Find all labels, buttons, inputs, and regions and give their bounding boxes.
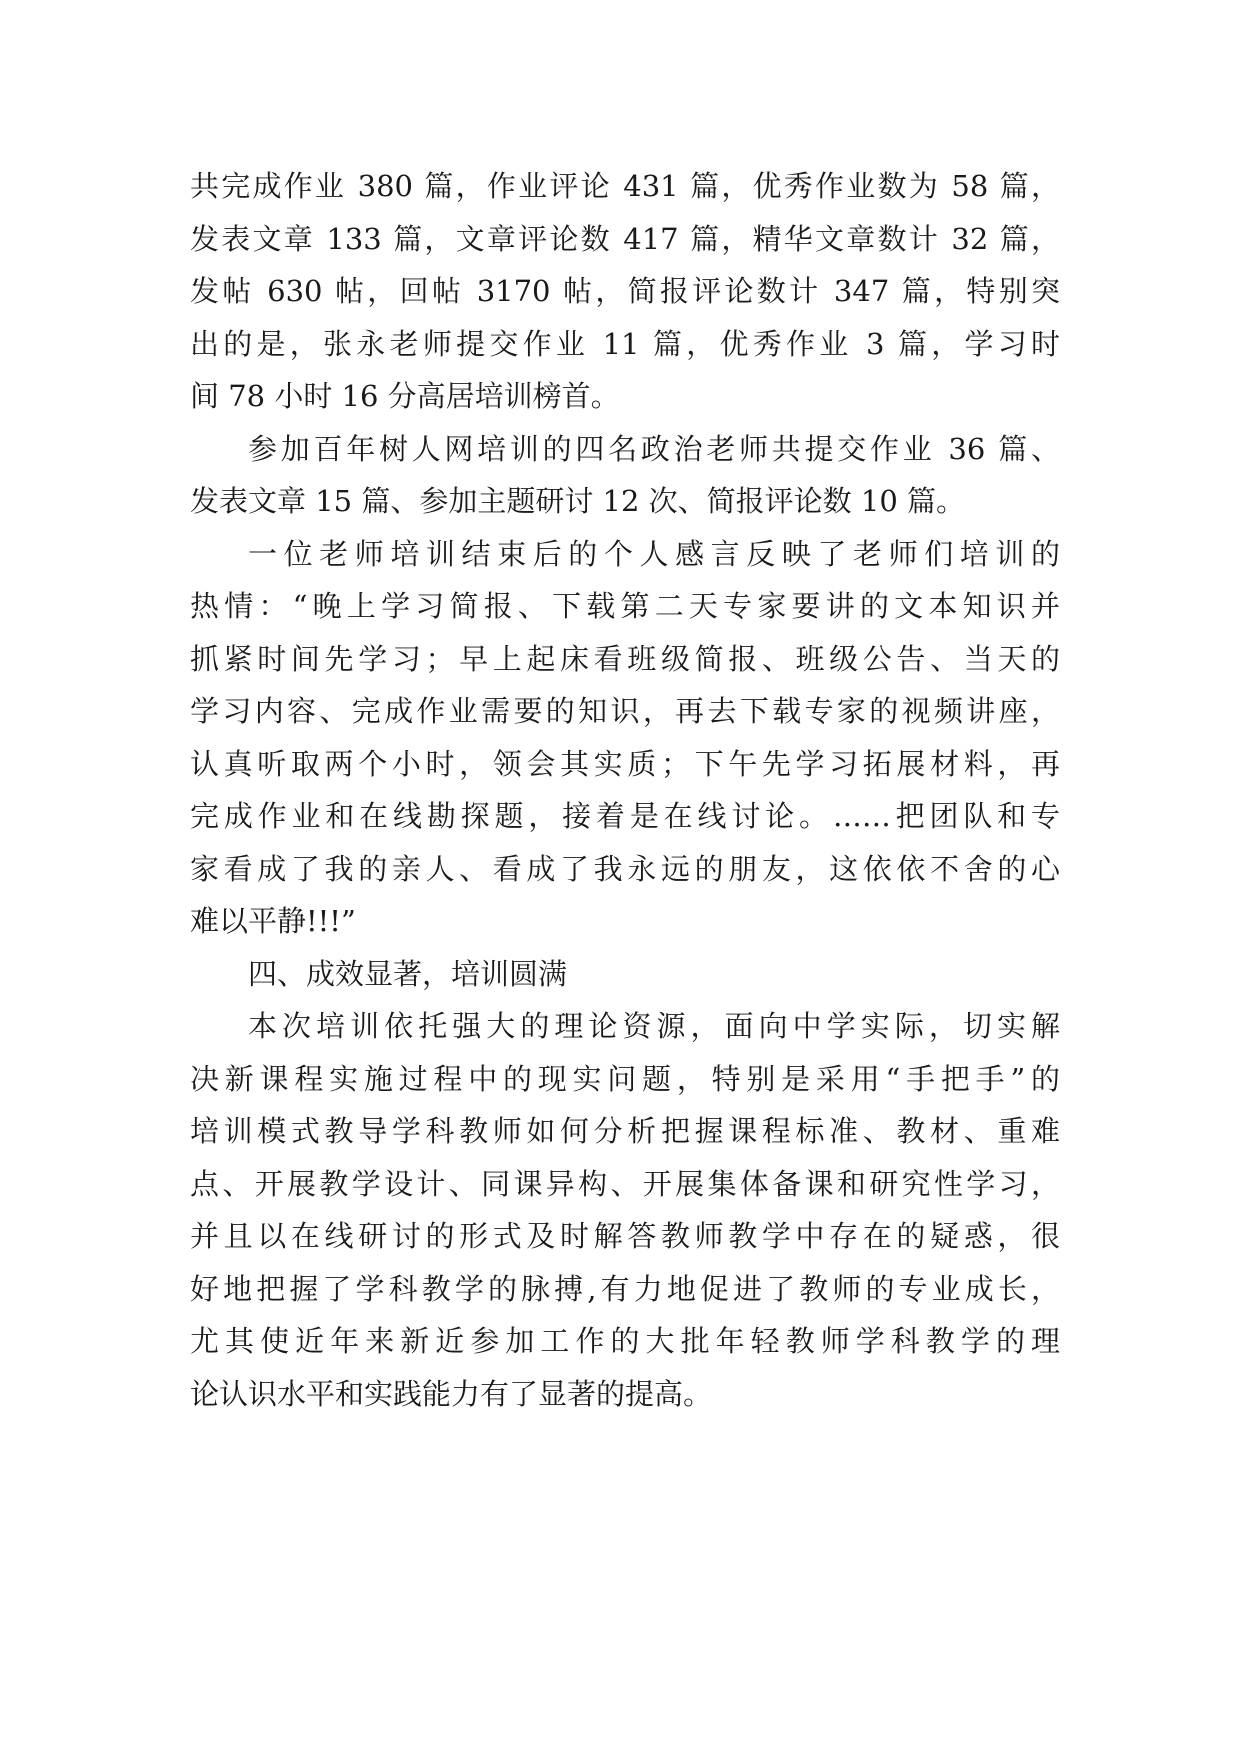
- paragraph: [190, 423, 1060, 528]
- section-heading: [190, 948, 1060, 1001]
- text-line: 尤其使近年来新近参加工作的大批年轻教师学科教学的理: [190, 1324, 1060, 1358]
- text-line: 好地把握了学科教学的脉搏,有力地促进了教师的专业成长，: [190, 1271, 1060, 1306]
- text-line: 共完成作业 380 篇，作业评论 431 篇，优秀作业数为 58 篇，: [190, 169, 1060, 203]
- text-line: 点、开展教学设计、同课异构、开展集体备课和研究性学习，: [190, 1166, 1060, 1201]
- heading-text: 四、成效显著，培训圆满: [248, 956, 568, 991]
- text-line: 培训模式教导学科教师如何分析把握课程标准、教材、重难: [190, 1114, 1060, 1148]
- paragraph: [190, 1000, 1060, 1420]
- text-line: 家看成了我的亲人、看成了我永远的朋友，这依依不舍的心: [190, 851, 1060, 886]
- document-body: [190, 160, 1060, 1420]
- text-line: 间 78 小时 16 分高居培训榜首。: [190, 379, 620, 413]
- text-line: 本次培训依托强大的理论资源，面向中学实际，切实解: [248, 1009, 1060, 1043]
- text-line: 发表文章 15 篇、参加主题研讨 12 次、简报评论数 10 篇。: [190, 484, 966, 518]
- text-line: 论认识水平和实践能力有了显著的提高。: [190, 1376, 713, 1411]
- text-line: 出的是，张永老师提交作业 11 篇，优秀作业 3 篇，学习时: [190, 326, 1060, 361]
- text-line: 学习内容、完成作业需要的知识，再去下载专家的视频讲座，: [190, 694, 1060, 728]
- text-line: 发帖 630 帖，回帖 3170 帖，简报评论数计 347 篇，特别突: [190, 274, 1060, 308]
- paragraph: [190, 160, 1060, 423]
- text-line: 完成作业和在线勘探题，接着是在线讨论。……把团队和专: [190, 799, 1060, 833]
- text-line: 决新课程实施过程中的现实问题，特别是采用“手把手”的: [190, 1061, 1060, 1096]
- text-line: 一位老师培训结束后的个人感言反映了老师们培训的: [248, 536, 1060, 571]
- text-line: 抓紧时间先学习；早上起床看班级简报、班级公告、当天的: [190, 641, 1060, 676]
- text-line: 并且以在线研讨的形式及时解答教师教学中存在的疑惑，很: [190, 1219, 1060, 1253]
- text-line: 热情：“晚上学习简报、下载第二天专家要讲的文本知识并: [190, 589, 1060, 623]
- text-line: 难以平静!!!”: [190, 904, 356, 938]
- text-line: 认真听取两个小时，领会其实质；下午先学习拓展材料，再: [190, 746, 1060, 781]
- text-line: 参加百年树人网培训的四名政治老师共提交作业 36 篇、: [248, 431, 1060, 466]
- paragraph: [190, 528, 1060, 948]
- text-line: 发表文章 133 篇，文章评论数 417 篇，精华文章数计 32 篇，: [190, 221, 1060, 256]
